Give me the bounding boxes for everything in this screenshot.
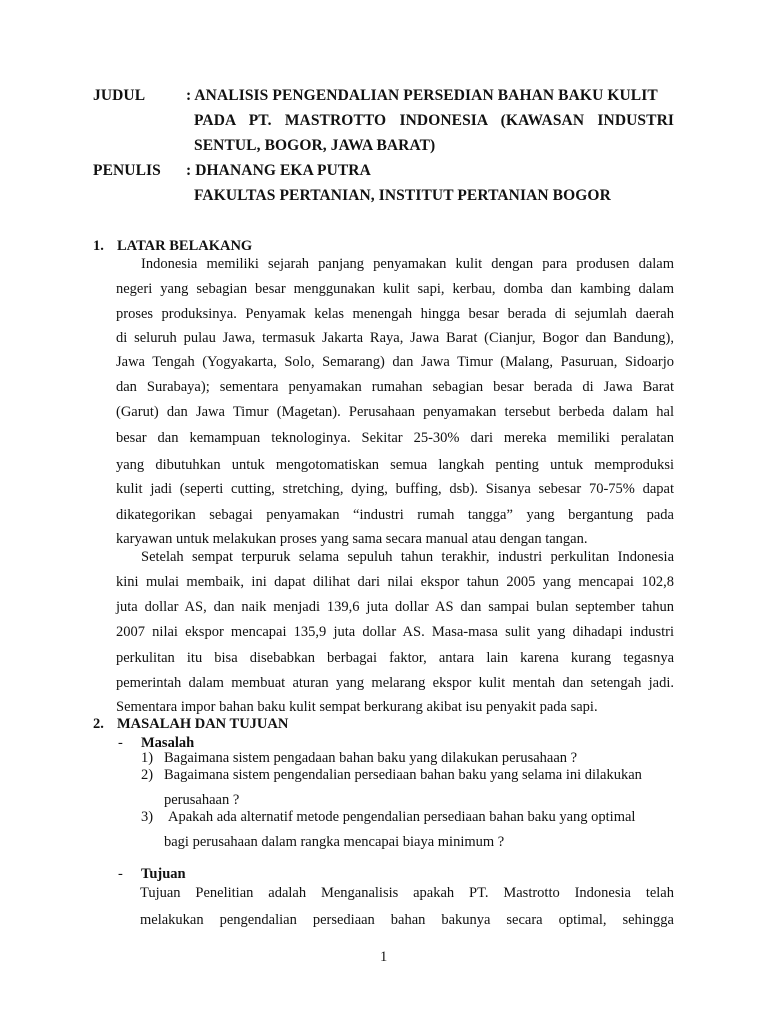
section-1-number: 1. [93, 238, 104, 254]
tujuan-line: Tujuan Penelitian adalah Menganalisis apakah PT. Mastrotto Indonesia telah [140, 885, 674, 901]
para1-line: karyawan untuk melakukan proses yang sama secara manual atau dengan tangan. [116, 531, 588, 547]
para2-line: juta dollar AS, dan naik menjadi 139,6 juta dollar AS dan sampai bulan september tahun [116, 599, 674, 615]
para1-line: (Garut) dan Jawa Timur (Magetan). Perusahaan penyamakan tersebut berbeda dalam hal [116, 404, 674, 420]
penulis-label: PENULIS [93, 162, 161, 179]
para1-line: di seluruh pulau Jawa, termasuk Jakarta Raya, Jawa Barat (Cianjur, Bogor dan Bandung), [116, 330, 674, 346]
para2-line: pemerintah dalam membuat aturan yang melarang ekspor kulit mentah dan setengah jadi. [116, 675, 674, 691]
masalah-item-text: Apakah ada alternatif metode pengendalian persediaan bahan baku yang optimal [168, 809, 636, 825]
para1-line: yang dibutuhkan untuk mengotomatiskan semua langkah penting untuk memproduksi [116, 457, 674, 473]
para2-line: 2007 nilai ekspor mencapai 135,9 juta dollar AS. Masa-masa sulit yang dihadapi industri [116, 624, 674, 640]
tujuan-bullet: - [118, 866, 123, 882]
para1-line: Indonesia memiliki sejarah panjang penyamakan kulit dengan para produsen dalam [141, 256, 674, 272]
para1-line: besar dan kemampuan teknologinya. Sekitar 25-30% dari mereka memiliki peralatan [116, 430, 674, 446]
masalah-item-number: 3) [141, 809, 154, 825]
para1-line: negeri yang sebagian besar menggunakan kulit sapi, kerbau, domba dan kambing dalam [116, 281, 674, 297]
para2-line: kini mulai membaik, ini dapat dilihat dari nilai ekspor tahun 2005 yang mencapai 102,8 [116, 574, 674, 590]
masalah-bullet: - [118, 735, 123, 751]
para2-line: perkulitan itu bisa disebabkan berbagai faktor, antara lain karena kurang tegasnya [116, 650, 674, 666]
masalah-item-text: Bagaimana sistem pengadaan bahan baku yang dilakukan perusahaan ? [164, 750, 578, 766]
para2-line: Sementara impor bahan baku kulit sempat berkurang akibat isu penyakit pada sapi. [116, 699, 598, 715]
tujuan-line: melakukan pengendalian persediaan bahan bakunya secara optimal, sehingga [140, 912, 674, 928]
tujuan-title: Tujuan [141, 866, 186, 882]
judul-line-2: PADA PT. MASTROTTO INDONESIA (KAWASAN INDUSTRI [194, 112, 674, 129]
section-1-title: LATAR BELAKANG [117, 238, 253, 254]
masalah-item-text: bagi perusahaan dalam rangka mencapai biaya minimum ? [164, 834, 505, 850]
judul-line-1: : ANALISIS PENGENDALIAN PERSEDIAN BAHAN BAKU KULIT [186, 87, 658, 104]
section-2-number: 2. [93, 716, 104, 732]
para1-line: Jawa Tengah (Yogyakarta, Solo, Semarang) dan Jawa Timur (Malang, Pasuruan, Sidoarjo [116, 354, 674, 370]
section-2-title: MASALAH DAN TUJUAN [117, 716, 289, 732]
para1-line: dikategorikan sebagai penyamakan “industri rumah tangga” yang bergantung pada [116, 507, 674, 523]
para2-line: Setelah sempat terpuruk selama sepuluh tahun terakhir, industri perkulitan Indonesia [141, 549, 674, 565]
penulis-line-1: : DHANANG EKA PUTRA [186, 162, 371, 179]
masalah-title: Masalah [141, 735, 195, 751]
judul-line-3: SENTUL, BOGOR, JAWA BARAT) [194, 137, 436, 154]
para1-line: proses produksinya. Penyamak kelas menengah hingga besar berada di sejumlah daerah [116, 306, 674, 322]
masalah-item-text: perusahaan ? [164, 792, 240, 808]
masalah-item-text: Bagaimana sistem pengendalian persediaan bahan baku yang selama ini dilakukan [164, 767, 642, 783]
page-number: 1 [380, 949, 388, 965]
masalah-item-number: 1) [141, 750, 154, 766]
masalah-item-number: 2) [141, 767, 154, 783]
para1-line: kulit jadi (seperti cutting, stretching, dying, buffing, dsb). Sisanya sebesar 70-75% dapat [116, 481, 674, 497]
penulis-line-2: FAKULTAS PERTANIAN, INSTITUT PERTANIAN BOGOR [194, 187, 611, 204]
para1-line: dan Surabaya); sementara penyamakan rumahan sebagian besar berada di Jawa Barat [116, 379, 674, 395]
judul-label: JUDUL [93, 87, 146, 104]
